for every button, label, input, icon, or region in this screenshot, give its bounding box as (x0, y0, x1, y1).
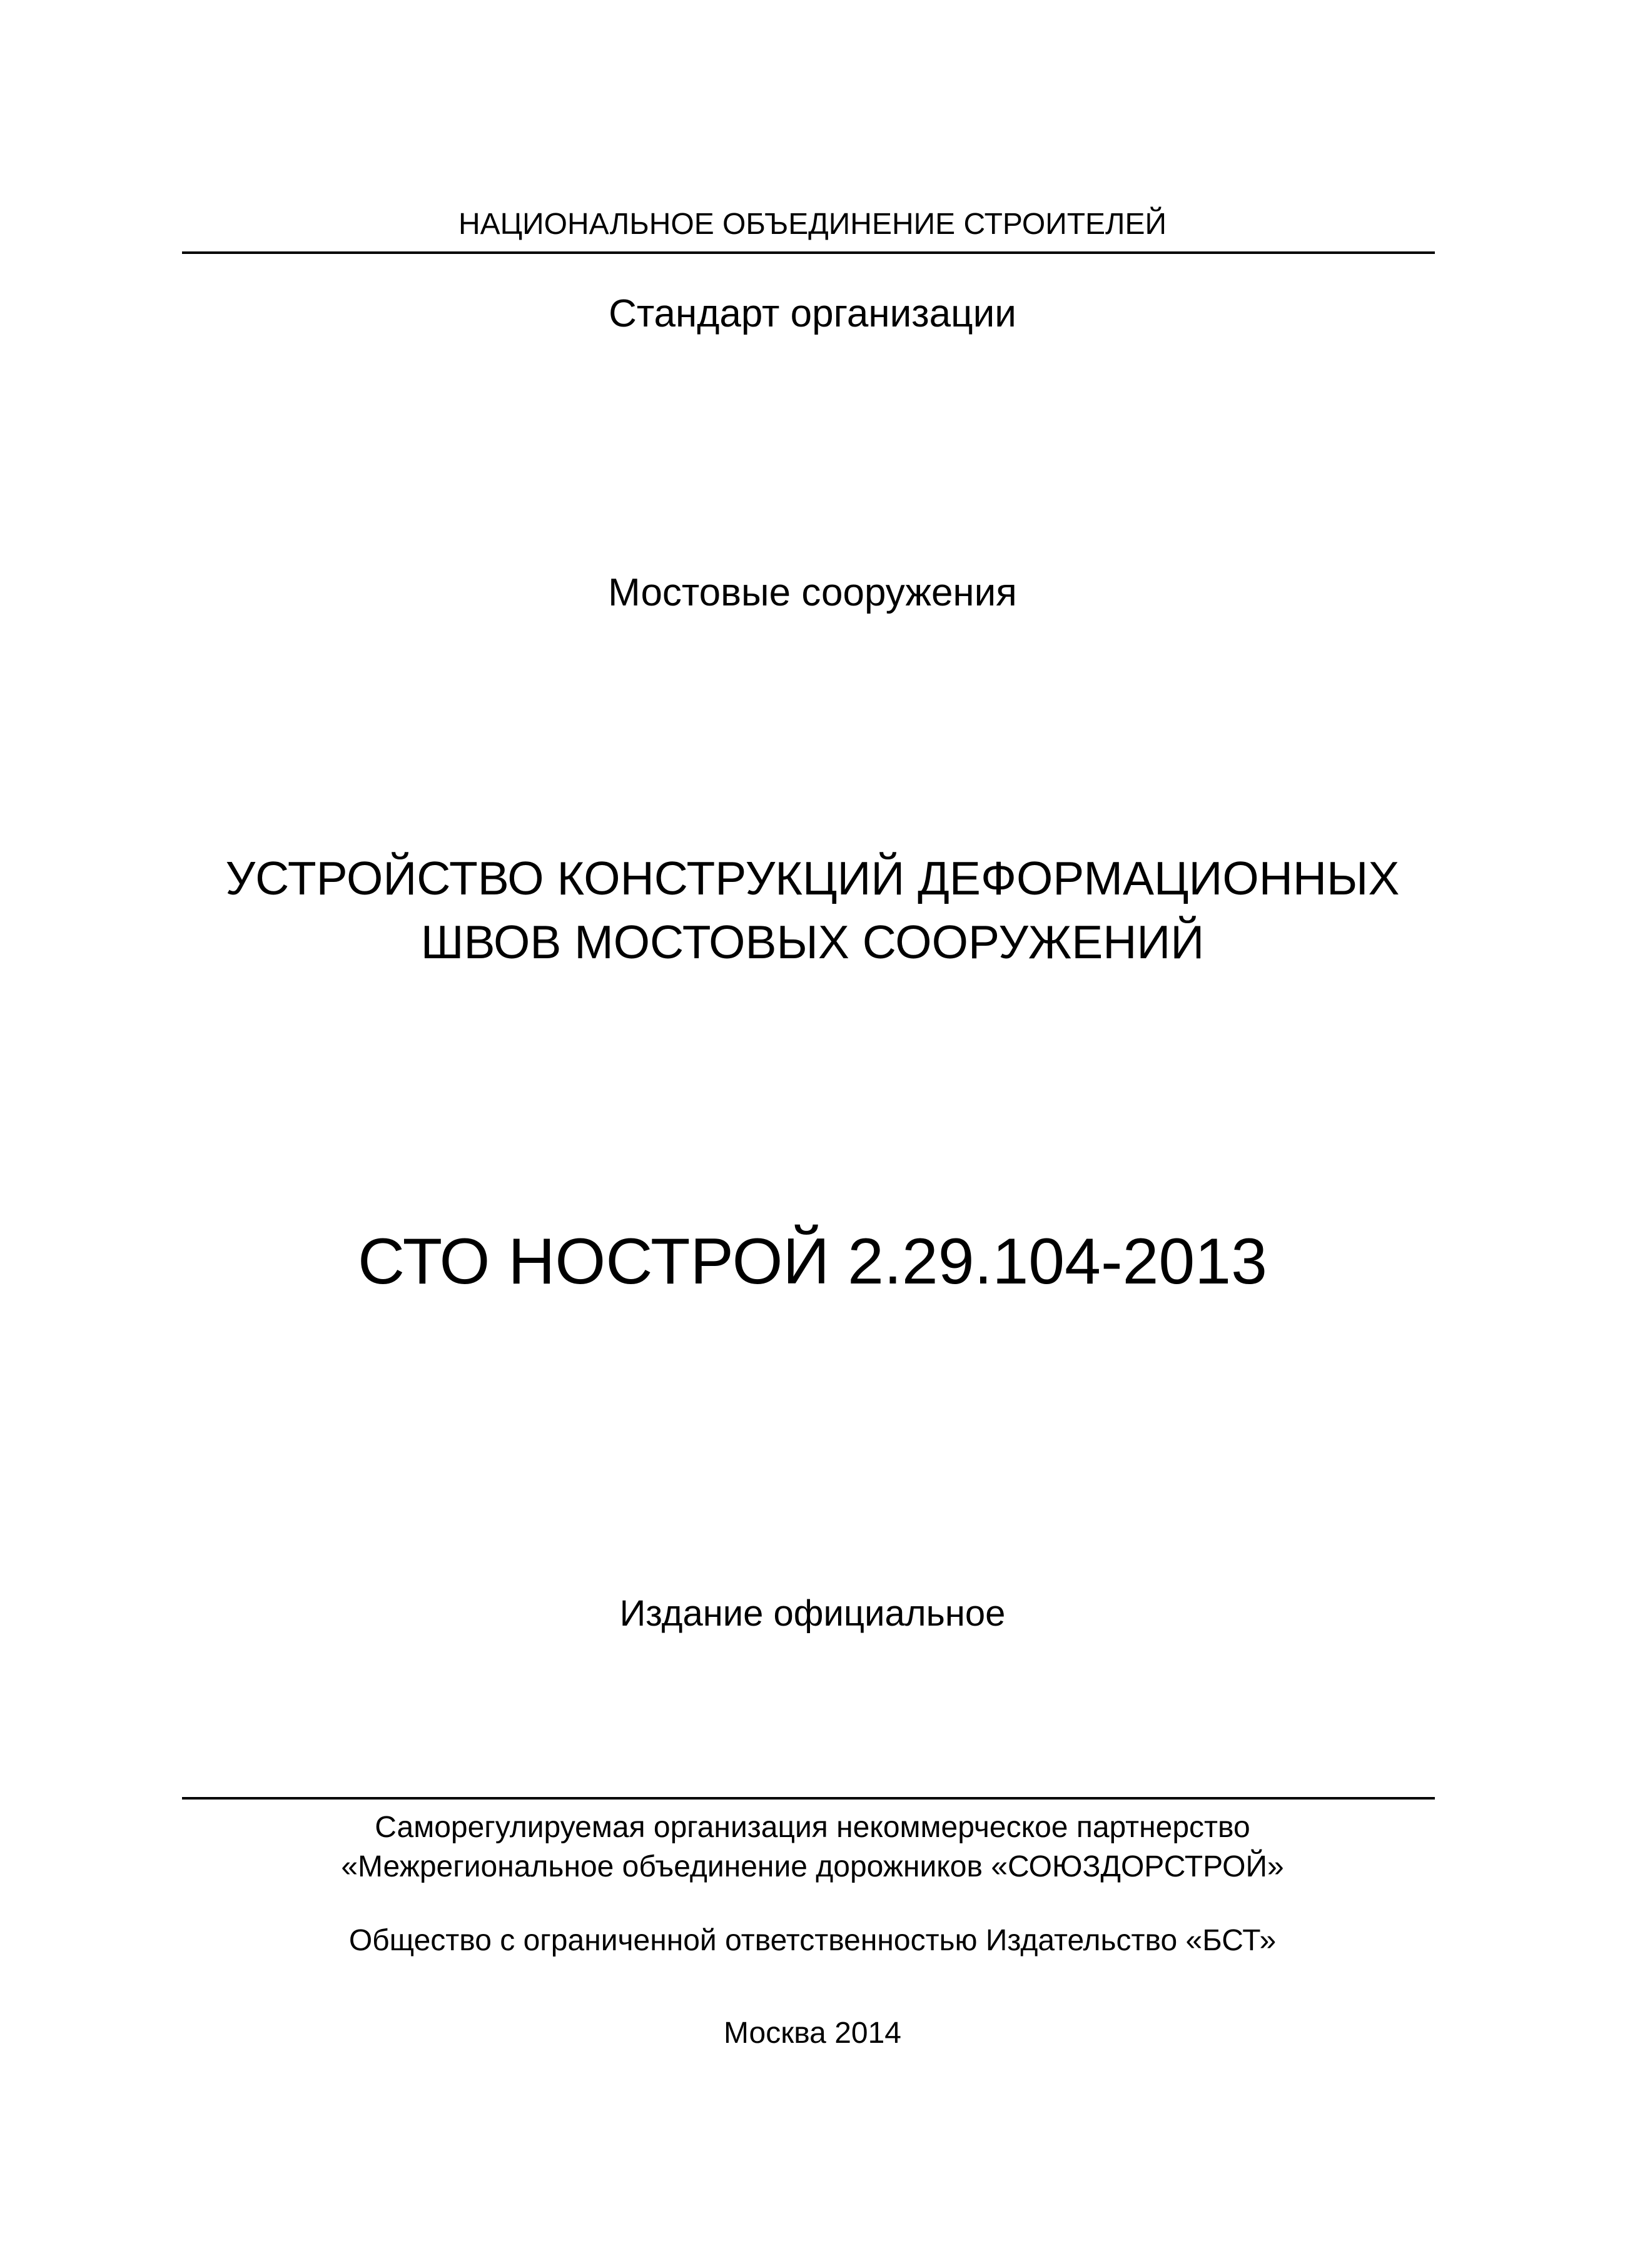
document-number: СТО НОСТРОЙ 2.29.104-2013 (358, 1225, 1267, 1298)
place-and-year: Москва 2014 (724, 2017, 901, 2050)
edition-label: Издание официальное (619, 1593, 1006, 1634)
organization-header: НАЦИОНАЛЬНОЕ ОБЪЕДИНЕНИЕ СТРОИТЕЛЕЙ (458, 208, 1167, 241)
document-title-line-2: ШВОВ МОСТОВЫХ СООРУЖЕНИЙ (420, 916, 1205, 968)
standard-type: Стандарт организации (609, 292, 1016, 335)
publisher-line-2: «Межрегиональное объединение дорожников «СОЮЗДОРСТРОЙ» (341, 1850, 1284, 1883)
publisher-line-3: Общество с ограниченной ответственностью Издательство «БСТ» (348, 1924, 1277, 1957)
footer-divider (182, 1797, 1435, 1800)
document-title-line-1: УСТРОЙСТВО КОНСТРУКЦИЙ ДЕФОРМАЦИОННЫХ (225, 852, 1400, 904)
header-divider (182, 251, 1435, 254)
subject-area: Мостовые сооружения (608, 571, 1017, 614)
publisher-line-1: Саморегулируемая организация некоммерческое партнерство (375, 1811, 1250, 1844)
